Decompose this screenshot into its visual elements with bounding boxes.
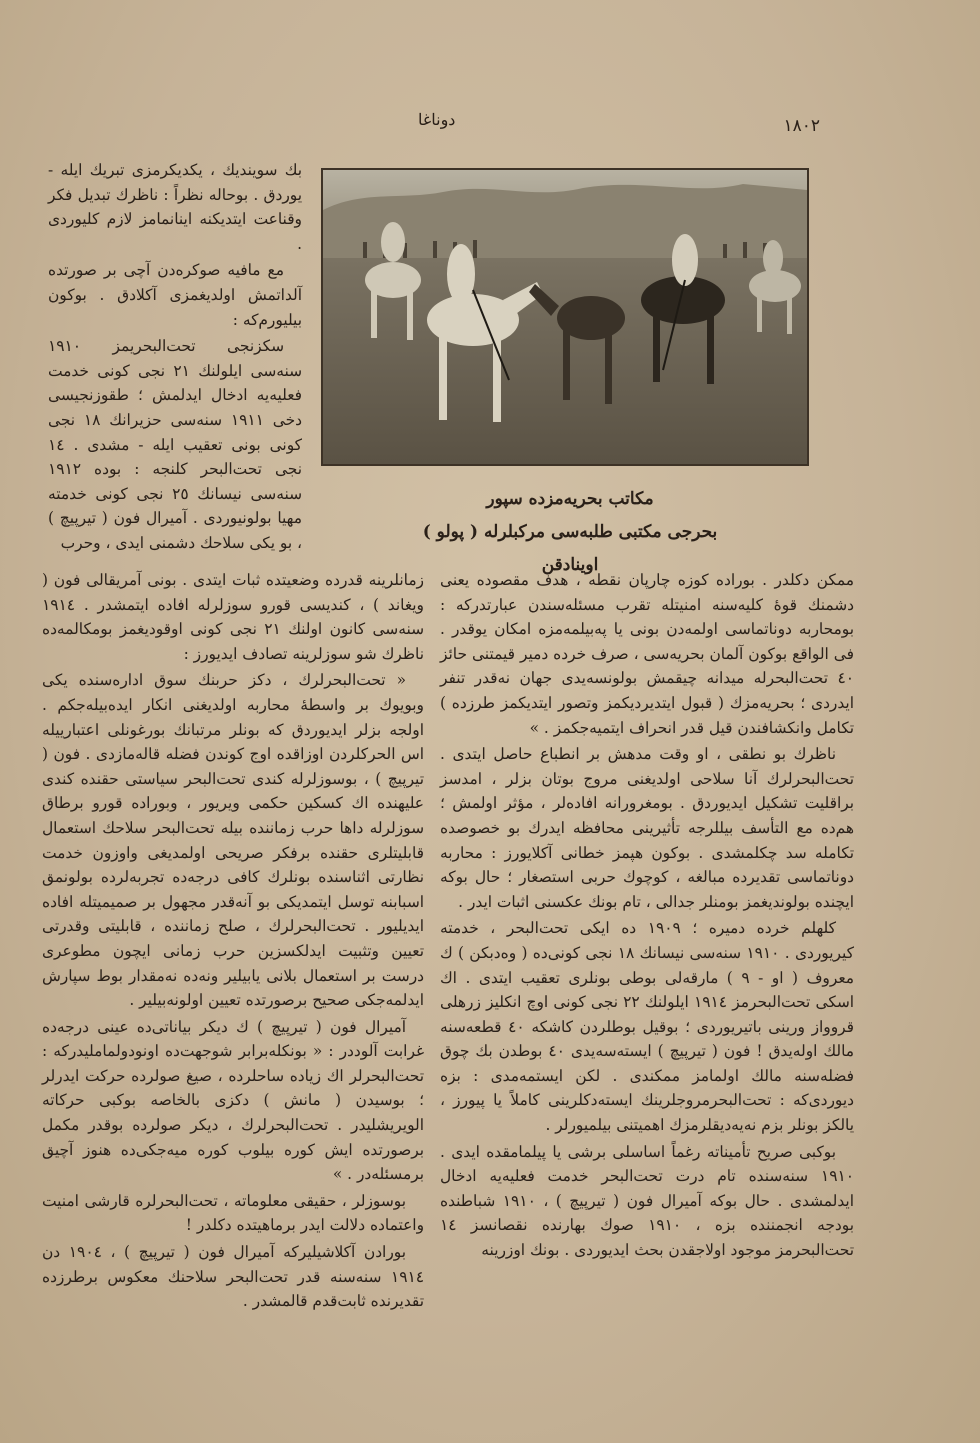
paragraph: ناظرك بو نطقى ، او وقت مدهش بر انطباع حاصل ايتدى . تحت‌البحرلرك آنا سلاحى اولديغنى مروج بوتان بزلر ، امدسز براقليت تشكيل ايديوردق . بومغرورانه افاده‌لر ، مؤثر اولمش ؛ هم‌ده مع التأسف بيللرجه تأثيرينى محافظه ايدرك بو خصوصده تكامله سد چكلمشدى . بوكون هپمز خطانى آكلايورز : محاربه دوناتماسى تقديرده مبالغه ، كوچوك حربى استصغار ؛ حال بوكه ايچنده بولونديغمز بومنلر جدالى ، تام بونك عكسنى اثبات ايدر .: [440, 745, 854, 911]
paragraph: بوسوزلر ، حقيقى معلوماته ، تحت‌البحرلره قارشى امنيت واعتماده دلالت ايدر برماهيتده دكلدر !: [42, 1191, 424, 1235]
paragraph: بورادن آكلاشيليركه آميرال فون ( تيرپيچ ) ، ١٩٠٤ دن ١٩١٤ سنه‌سنه قدر تحت‌البحر سلاحنك معكوس برطرزده تقديرنده ثابت‌قدم قالمشدر .: [42, 1243, 424, 1311]
photograph-illustration: [323, 170, 807, 464]
text-column-top-left: [48, 158, 302, 558]
photograph-polo-on-donkeys: [321, 168, 809, 466]
running-header: [0, 108, 980, 142]
paragraph: ممكن دكلدر . بوراده كوزه چارپان نقطه ، هدف مقصوده يعنى دشمنك قوهٔ كليه‌سنه امنيتله تقرب مسئله‌سندن عبارتدركه : بومحاربه دوناتماسى اولمه‌دن بونى يا په‌بيلمه‌مزه امكان يوقدر . فى الواقع بوكون آلمان بحريه‌سى ، صرف خرده دمير قيمتنى حائز ٤٠ تحت‌البحرله ميدانه چيقمش بولونسه‌يدى جهان نه‌قدر تنفر ايدردى ؛ بحريه‌مزك ( قبول ايتديرديكمز وتصور ايتديكمز طرزده ) تكامل وانكشافندن قيل قدر انحراف ايتميه‌جكمز . »: [440, 571, 854, 737]
paragraph: بوكبى صريح تأميناته رغماً اساسلى برشى يا پيلمامقده ايدى . ١٩١٠ سنه‌سنده تام درت تحت‌البحر خدمت فعليه‌يه ادخال ايدلمشدى . حال بوكه آميرال فون ( تيرپيچ ) ، ١٩١٠ شباطنده بودجه انجمننده بزه ، ١٩١٠ صوك بهارنده نقصانسز ١٤ تحت‌البحرمز موجود اولاجقدن بحث ايديوردى . بونك اوزرينه: [440, 1142, 854, 1260]
paragraph: زمانلرينه قدرده وضعيتده ثبات ايتدى . بونى آمريقالى فون ( ويغاند ) ، كنديسى قورو سوزلرله افاده ايتمشدر . ١٩١٤ سنه‌سى كانون اولنك ٢١ نجى كونى اوقوديغمز بومكالمه‌ده ناظرك شو سوزلرينه تصادف ايديورز :: [42, 571, 424, 663]
paragraph: كلهلم خرده دميره ؛ ١٩٠٩ ده ايكى تحت‌البحر ، خدمته كيريوردى . ١٩١٠ سنه‌سى نيسانك ١٨ نجى كونى‌ده ( وه‌دبكن ) ك معروف ( او - ٩ ) مارقه‌لى بوطى بونلرى تعقيب ايتدى . اك اسكى تحت‌البحرمز ١٩١٤ ايلولنك ٢٢ نجى كونى اوچ انكليز زرهلى قروواز ورينى باتيريوردى ؛ بوقيل بوطلردن كاشكه ٤٠ قطعه‌سنه مالك اوله‌يدق ! فون ( تيرپيچ ) ايسته‌سه‌يدى ٤٠ بوطدن بك چوق فضله‌سنه مالك اولمامز ممكندى . لكن ايستمه‌مدى : بزه ديوردى‌كه : تحت‌البحرمروجلرينك ايسته‌دكلرينى كاملاً يا پيورز ، يالكز بونلر بزم نه‌يه‌ديقلرمزك اهميتنى بيلميورلر .: [440, 919, 855, 1135]
page-number: ١٨٠٢: [783, 116, 820, 136]
paragraph: بك سوينديك ، يكديكرمزى تبريك ايله - يوردق . بوحاله نظراً : ناظرك تبديل فكر وقناعت ايتديكنه اينانمامز لازم كليوردى .: [48, 161, 302, 253]
journal-name: دوناغا: [418, 110, 456, 129]
caption-line-1: مكاتب بحريه‌مزده سپور: [486, 489, 654, 509]
paragraph: آميرال فون ( تيرپيچ ) ك ديكر بياناتى‌ده عينى درجه‌ده غرابت آلوددر : « بونكله‌برابر شوجهت‌ده اونودولمامليدركه : تحت‌البحرلر اك زياده ساحلرده ، صيغ صولرده حركت ايدرلر ؛ بوسيدن ( مانش ) دكزى بالخاصه بوكبى حركاته الويريشليدر . تحت‌البحرلرك ، ديكر صولرده بوقدر مكمل برصورتده ايش كوره بيلوب كوره ميه‌جكى‌ده هنوز آچيق برمسئله‌در . »: [42, 1017, 424, 1184]
text-column-right: [440, 568, 854, 1265]
caption-line-2: بحرجى مكتبى طلبه‌سى مركبلرله ( پولو ) اوينادقن: [422, 522, 718, 575]
paragraph: مع مافيه صوكره‌دن آچى بر صورتده آلداتمش اولديغمزى آكلادق . بوكون بيليورم‌كه :: [48, 261, 302, 329]
paragraph: « تحت‌البحرلرك ، دكز حربنك سوق اداره‌سنده يكى وبويوك بر واسطهٔ محاربه اولديغنى انكار ايده‌بيله‌جكم . اولجه بزلر ايديوردق كه بونلر مرتبانك بورغونلى اعتبارييله اس الحركلردن اوزاقده اوج كوندن فضله قاله‌مازدى . فون ( تيرپيچ ) ، بوسوزلرله كندى تحت‌البحر سياستى حقنده كندى عليهنده اك كسكين حكمى ويريور ، وبوراده قورو برطاق سوزلرله داها حرب زماننده بيله تحت‌البحر سلاحك استعمال قابليتلرى حقنده برفكر صريحى اولمديغى واوزون خدمت نظارتى اثناسنده بونلرك كافى درجه‌ده تجربه‌لرده بولونمق اسبابنه توسل ايتمديكى بو آنه‌قدر مجهول بر صميميتله افاده ايديليور . تحت‌البحرلرك ، صلح زماننده ، قابليتى وقدرتى تعيين وتثبيت ايدلكسزين حرب زمانى ايچون مطوعرى درست بر استعمال بلانى يابيلير ونه‌ده نه‌مقدار بوط سپارش ايدلمه‌جكى صحيح برصورتده تعيين اولونه‌بيلير .: [42, 671, 424, 1010]
text-column-left: [42, 568, 424, 1316]
paragraph: سكزنجى تحت‌البحريمز ١٩١٠ سنه‌سى ايلولنك ٢١ نجى كونى خدمت فعليه‌يه ادخال ايدلمش ؛ طقوزنجيسى دخى ١٩١١ سنه‌سى حزيرانك ١٨ نجى كونى بونى تعقيب ايله - مشدى . ١٤ نجى تحت‌البحر كلنجه : بوده ١٩١٢ سنه‌سى نيسانك ٢٥ نجى كونى خدمته مهيا بولونيوردى . آميرال فون ( تيرپيچ ) ، بو يكى سلاحك دشمنى ايدى ، وحرب: [48, 337, 302, 552]
